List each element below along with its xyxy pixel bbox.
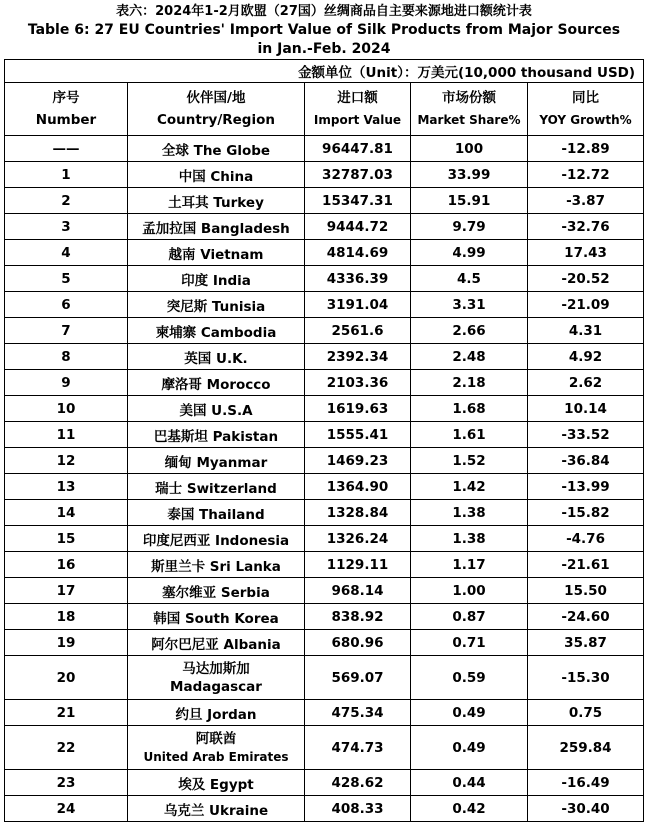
row-market-share: 0.71 (411, 630, 528, 656)
row-yoy-growth: -32.76 (528, 214, 644, 240)
header-number-en: Number (35, 112, 97, 128)
row-country: 阿尔巴尼亚 Albania (128, 630, 305, 656)
row-country-cn: 马达加斯加 (182, 660, 250, 677)
row-market-share: 0.49 (411, 726, 528, 770)
row-country: 斯里兰卡 Sri Lanka (128, 552, 305, 578)
header-yoy-en: YOY Growth% (539, 113, 632, 127)
row-country: 韩国 South Korea (128, 604, 305, 630)
table-row (5, 796, 644, 822)
unit-row (5, 60, 644, 83)
row-market-share: 0.59 (411, 656, 528, 700)
table-row (5, 700, 644, 726)
row-market-share: 1.38 (411, 526, 528, 552)
row-yoy-growth: -30.40 (528, 796, 644, 822)
table-row (5, 396, 644, 422)
row-yoy-growth: 10.14 (528, 396, 644, 422)
row-country: 约旦 Jordan (128, 700, 305, 726)
row-import-value: 1555.41 (305, 422, 411, 448)
row-yoy-growth: -12.89 (528, 136, 644, 162)
title-english-line2: in Jan.-Feb. 2024 (257, 41, 391, 57)
table-row (5, 630, 644, 656)
row-number: 7 (5, 318, 128, 344)
row-import-value: 968.14 (305, 578, 411, 604)
row-import-value: 1129.11 (305, 552, 411, 578)
header-row (5, 83, 644, 136)
row-import-value: 15347.31 (305, 188, 411, 214)
table-row (5, 526, 644, 552)
row-import-value: 1469.23 (305, 448, 411, 474)
row-country: 摩洛哥 Morocco (128, 370, 305, 396)
row-country: 土耳其 Turkey (128, 188, 305, 214)
row-yoy-growth: -4.76 (528, 526, 644, 552)
row-country: 泰国 Thailand (128, 500, 305, 526)
row-number: 17 (5, 578, 128, 604)
row-country: 全球 The Globe (128, 136, 305, 162)
row-country: 印度 India (128, 266, 305, 292)
row-yoy-growth: -20.52 (528, 266, 644, 292)
table-row (5, 344, 644, 370)
row-yoy-growth: 2.62 (528, 370, 644, 396)
header-number-cn: 序号 (52, 90, 80, 106)
table-row (5, 318, 644, 344)
row-number: 3 (5, 214, 128, 240)
row-market-share: 1.42 (411, 474, 528, 500)
row-number: 19 (5, 630, 128, 656)
row-import-value: 408.33 (305, 796, 411, 822)
row-yoy-growth: -12.72 (528, 162, 644, 188)
table-row (5, 578, 644, 604)
row-number: 4 (5, 240, 128, 266)
row-import-value: 1328.84 (305, 500, 411, 526)
row-number: 20 (5, 656, 128, 700)
row-market-share: 0.87 (411, 604, 528, 630)
row-import-value: 475.34 (305, 700, 411, 726)
row-yoy-growth: -36.84 (528, 448, 644, 474)
row-country: 瑞士 Switzerland (128, 474, 305, 500)
row-market-share: 1.68 (411, 396, 528, 422)
row-market-share: 1.17 (411, 552, 528, 578)
row-market-share: 2.48 (411, 344, 528, 370)
row-country: 英国 U.K. (128, 344, 305, 370)
table-row (5, 552, 644, 578)
table-row (5, 136, 644, 162)
header-country-en: Country/Region (157, 112, 275, 128)
row-yoy-growth: 259.84 (528, 726, 644, 770)
row-yoy-growth: 0.75 (528, 700, 644, 726)
row-yoy-growth: -21.61 (528, 552, 644, 578)
unit-label: 金额单位（Unit）：万美元(10,000 thousand USD) (5, 60, 644, 83)
table-row (5, 770, 644, 796)
row-number: 5 (5, 266, 128, 292)
table-row (5, 188, 644, 214)
row-number: 13 (5, 474, 128, 500)
title-chinese: 表六：2024年1-2月欧盟（27国）丝绸商品自主要来源地进口额统计表 (116, 4, 532, 19)
row-country: 孟加拉国 Bangladesh (128, 214, 305, 240)
row-number: 15 (5, 526, 128, 552)
header-value (305, 83, 411, 136)
row-yoy-growth: -21.09 (528, 292, 644, 318)
row-country: 印度尼西亚 Indonesia (128, 526, 305, 552)
table-row (5, 500, 644, 526)
row-country: 柬埔寨 Cambodia (128, 318, 305, 344)
row-market-share: 0.49 (411, 700, 528, 726)
header-country-cn: 伙伴国/地 (186, 90, 246, 106)
title-english-line1: Table 6: 27 EU Countries' Import Value of Silk Products from Major Sources (27, 22, 621, 38)
header-value-cn: 进口额 (337, 90, 378, 106)
row-market-share: 4.99 (411, 240, 528, 266)
table-row (5, 266, 644, 292)
row-yoy-growth: 4.31 (528, 318, 644, 344)
row-market-share: 15.91 (411, 188, 528, 214)
header-share-en: Market Share% (417, 113, 521, 127)
row-import-value: 4336.39 (305, 266, 411, 292)
row-yoy-growth: -24.60 (528, 604, 644, 630)
row-yoy-growth: 17.43 (528, 240, 644, 266)
row-country (128, 726, 305, 770)
row-market-share: 4.5 (411, 266, 528, 292)
row-number: 11 (5, 422, 128, 448)
row-number: 8 (5, 344, 128, 370)
row-import-value: 2392.34 (305, 344, 411, 370)
table-row (5, 474, 644, 500)
row-country-en: Madagascar (170, 678, 262, 695)
row-number: 14 (5, 500, 128, 526)
row-country: 突尼斯 Tunisia (128, 292, 305, 318)
header-share (411, 83, 528, 136)
table-row (5, 370, 644, 396)
row-country-cn: 阿联酋 (195, 730, 237, 747)
header-share-cn: 市场份额 (442, 90, 496, 106)
row-country: 乌克兰 Ukraine (128, 796, 305, 822)
row-market-share: 1.52 (411, 448, 528, 474)
row-import-value: 32787.03 (305, 162, 411, 188)
table-row (5, 448, 644, 474)
row-yoy-growth: 4.92 (528, 344, 644, 370)
table-row (5, 604, 644, 630)
row-market-share: 1.00 (411, 578, 528, 604)
row-market-share: 2.66 (411, 318, 528, 344)
row-country: 越南 Vietnam (128, 240, 305, 266)
header-yoy (528, 83, 644, 136)
row-import-value: 3191.04 (305, 292, 411, 318)
row-number: —— (5, 136, 128, 162)
header-country (128, 83, 305, 136)
row-yoy-growth: -33.52 (528, 422, 644, 448)
header-number (5, 83, 128, 136)
row-number: 10 (5, 396, 128, 422)
table-row (5, 214, 644, 240)
row-import-value: 838.92 (305, 604, 411, 630)
table-row (5, 162, 644, 188)
import-table (4, 59, 644, 822)
row-import-value: 428.62 (305, 770, 411, 796)
row-market-share: 0.42 (411, 796, 528, 822)
row-import-value: 474.73 (305, 726, 411, 770)
title-block (0, 0, 648, 59)
row-yoy-growth: -15.30 (528, 656, 644, 700)
table-row (5, 656, 644, 700)
row-import-value: 2103.36 (305, 370, 411, 396)
row-market-share: 9.79 (411, 214, 528, 240)
row-market-share: 33.99 (411, 162, 528, 188)
table-row (5, 726, 644, 770)
row-country: 美国 U.S.A (128, 396, 305, 422)
row-number: 2 (5, 188, 128, 214)
row-country (128, 656, 305, 700)
row-market-share: 3.31 (411, 292, 528, 318)
row-import-value: 1364.90 (305, 474, 411, 500)
row-number: 21 (5, 700, 128, 726)
row-import-value: 96447.81 (305, 136, 411, 162)
row-country: 埃及 Egypt (128, 770, 305, 796)
row-number: 23 (5, 770, 128, 796)
row-number: 24 (5, 796, 128, 822)
row-market-share: 1.38 (411, 500, 528, 526)
row-country: 缅甸 Myanmar (128, 448, 305, 474)
row-yoy-growth: -15.82 (528, 500, 644, 526)
row-yoy-growth: -13.99 (528, 474, 644, 500)
header-value-en: Import Value (313, 113, 402, 127)
row-number: 6 (5, 292, 128, 318)
row-market-share: 100 (411, 136, 528, 162)
row-yoy-growth: -16.49 (528, 770, 644, 796)
table-row (5, 240, 644, 266)
row-yoy-growth: 35.87 (528, 630, 644, 656)
row-number: 18 (5, 604, 128, 630)
row-yoy-growth: 15.50 (528, 578, 644, 604)
row-number: 22 (5, 726, 128, 770)
row-import-value: 9444.72 (305, 214, 411, 240)
row-country: 巴基斯坦 Pakistan (128, 422, 305, 448)
row-import-value: 1619.63 (305, 396, 411, 422)
row-number: 1 (5, 162, 128, 188)
row-number: 9 (5, 370, 128, 396)
row-number: 16 (5, 552, 128, 578)
row-country: 塞尔维亚 Serbia (128, 578, 305, 604)
row-yoy-growth: -3.87 (528, 188, 644, 214)
row-import-value: 4814.69 (305, 240, 411, 266)
row-import-value: 2561.6 (305, 318, 411, 344)
row-market-share: 2.18 (411, 370, 528, 396)
row-number: 12 (5, 448, 128, 474)
row-import-value: 569.07 (305, 656, 411, 700)
table-row (5, 422, 644, 448)
row-import-value: 1326.24 (305, 526, 411, 552)
row-market-share: 0.44 (411, 770, 528, 796)
row-market-share: 1.61 (411, 422, 528, 448)
table-row (5, 292, 644, 318)
row-country: 中国 China (128, 162, 305, 188)
row-import-value: 680.96 (305, 630, 411, 656)
row-country-en: United Arab Emirates (143, 749, 289, 764)
header-yoy-cn: 同比 (572, 90, 600, 106)
